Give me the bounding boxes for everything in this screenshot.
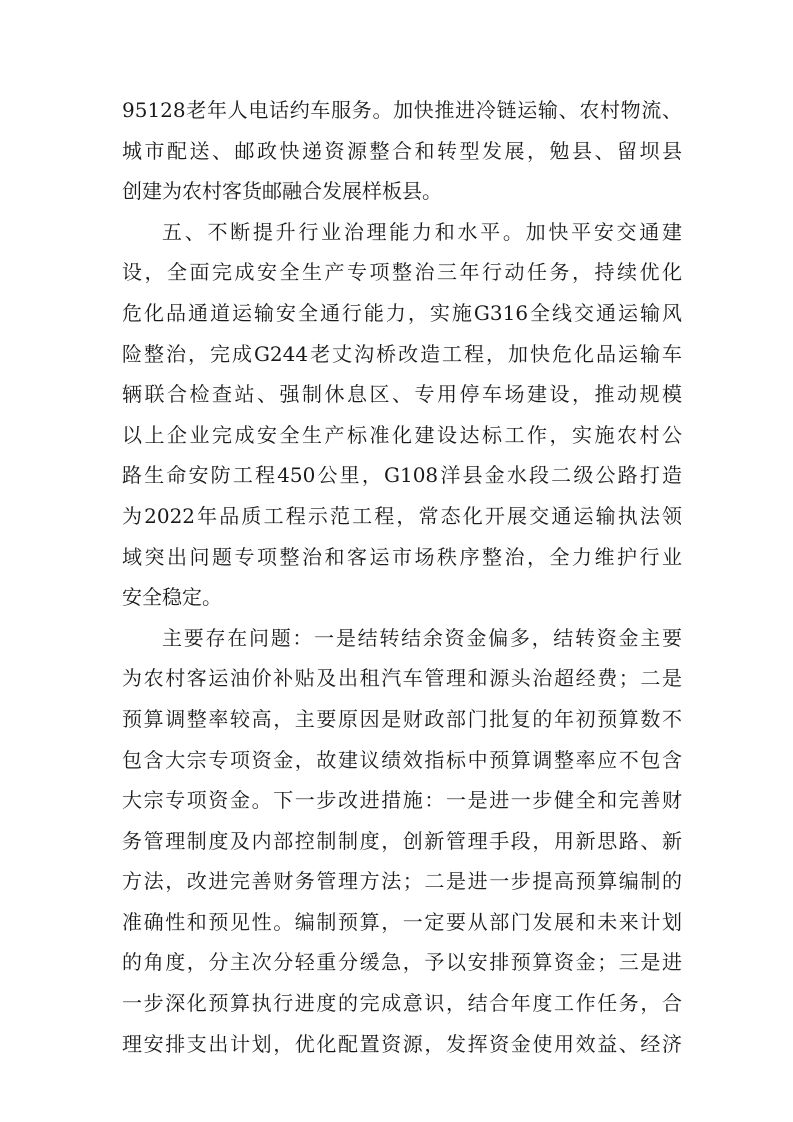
text-line: 准确性和预见性。编制预算，一定要从部门发展和未来计划 [122, 909, 682, 934]
text-line: 创建为农村客货邮融合发展样板县。 [122, 179, 442, 204]
text-line: 方法，改进完善财务管理方法；二是进一步提高预算编制的 [122, 869, 682, 894]
text-line: 设，全面完成安全生产专项整治三年行动任务，持续优化 [122, 260, 682, 285]
text-line: 理安排支出计划，优化配置资源，发挥资金使用效益、经济 [122, 1031, 682, 1056]
text-line: 险整治，完成G244老丈沟桥改造工程，加快危化品运输车 [122, 341, 682, 366]
body-text [122, 90, 682, 1064]
text-line: 危化品通道运输安全通行能力，实施G316全线交通运输风 [122, 300, 682, 325]
text-line: 包含大宗专项资金，故建议绩效指标中预算调整率应不包含 [122, 747, 682, 772]
text-line: 域突出问题专项整治和客运市场秩序整治，全力维护行业 [122, 544, 682, 569]
text-line: 为2022年品质工程示范工程，常态化开展交通运输执法领 [122, 503, 682, 528]
text-line: 安全稳定。 [122, 585, 222, 610]
text-line: 以上企业完成安全生产标准化建设达标工作，实施农村公 [122, 422, 682, 447]
text-line: 预算调整率较高，主要原因是财政部门批复的年初预算数不 [122, 706, 682, 731]
text-line: 为农村客运油价补贴及出租汽车管理和源头治超经费；二是 [122, 666, 682, 691]
text-line: 95128老年人电话约车服务。加快推进冷链运输、农村物流、 [122, 98, 682, 122]
text-line: 的角度，分主次分轻重分缓急，予以安排预算资金；三是进 [122, 950, 682, 975]
text-line: 城市配送、邮政快递资源整合和转型发展，勉县、留坝县 [122, 138, 682, 163]
text-line: 一步深化预算执行进度的完成意识，结合年度工作任务，合 [122, 991, 682, 1016]
text-line: 务管理制度及内部控制制度，创新管理手段，用新思路、新 [122, 828, 682, 853]
text-line: 主要存在问题：一是结转结余资金偏多，结转资金主要 [162, 625, 682, 650]
text-line: 辆联合检查站、强制休息区、专用停车场建设，推动规模 [122, 382, 682, 407]
text-line: 路生命安防工程450公里，G108洋县金水段二级公路打造 [122, 463, 682, 488]
text-line: 大宗专项资金。下一步改进措施：一是进一步健全和完善财 [122, 788, 682, 813]
text-line: 五、不断提升行业治理能力和水平。加快平安交通建 [162, 219, 682, 244]
